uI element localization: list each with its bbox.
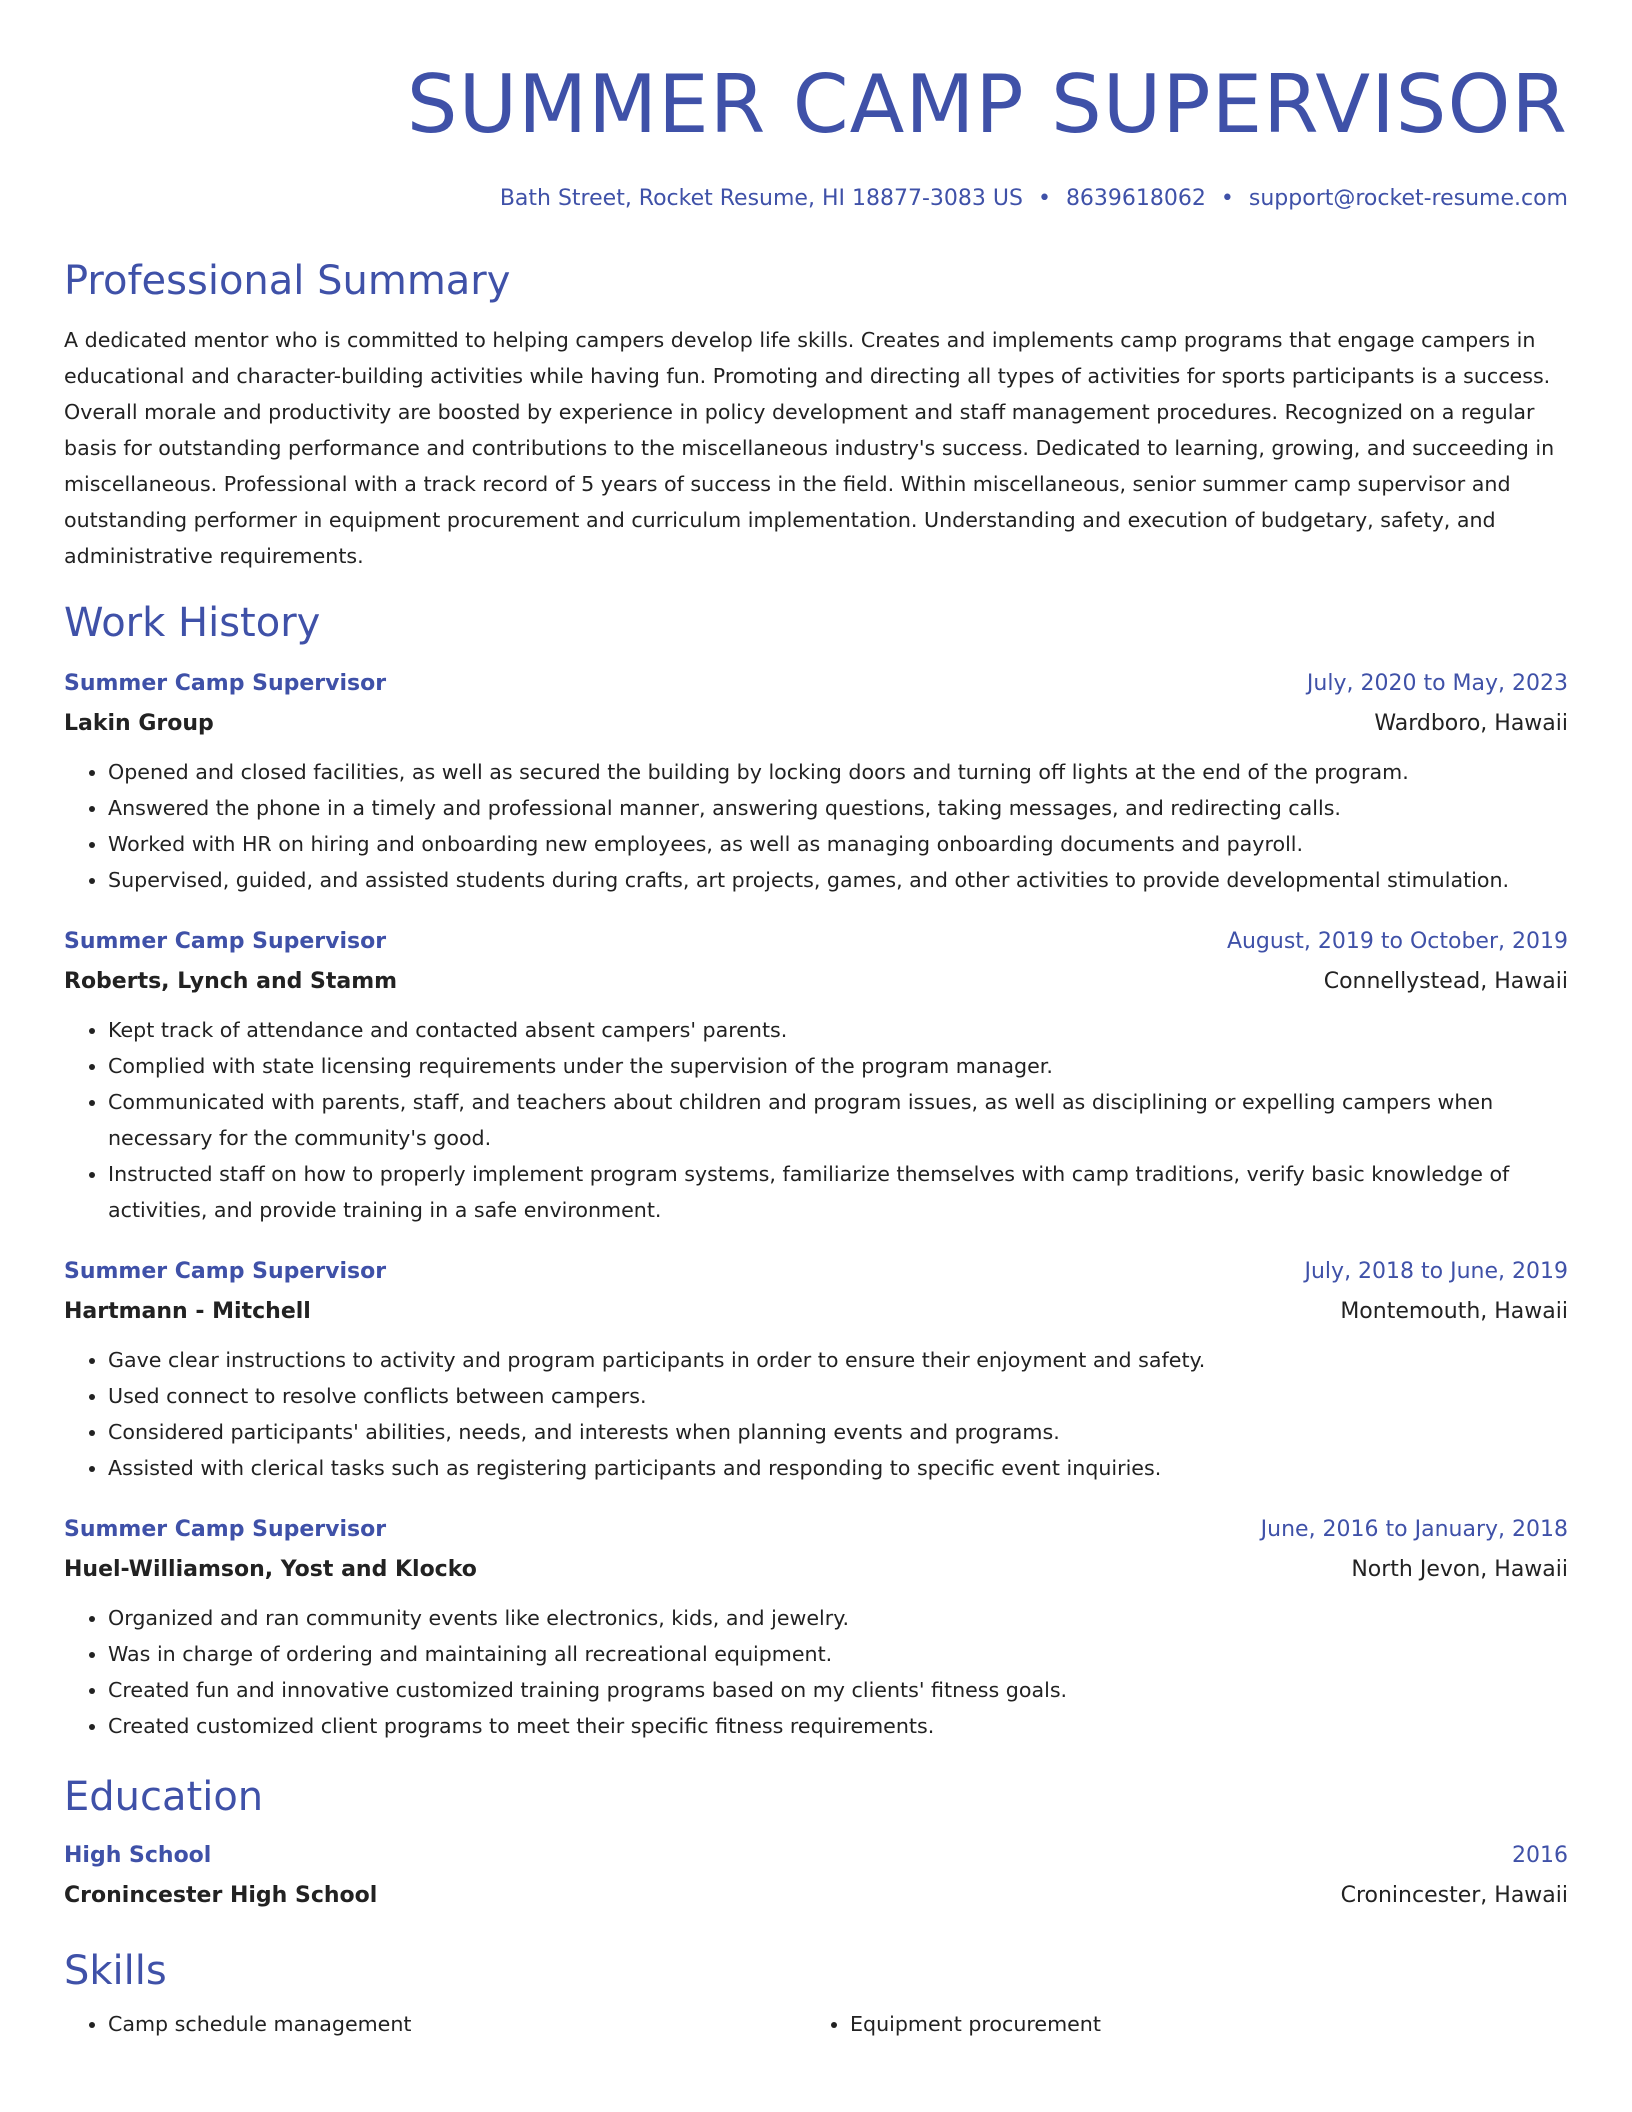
job-title: Summer Camp Supervisor: [64, 929, 387, 954]
job-bullets: [64, 1342, 1568, 1486]
job-bullet: • Opened and closed facilities, as well as secured the building by locking doors and turning off lights at the end of the program.: [108, 754, 1568, 790]
job-bullet: • Considered participants' abilities, needs, and interests when planning events and programs.: [108, 1414, 1568, 1450]
summary-text: A dedicated mentor who is committed to helping campers develop life skills. Creates and implements camp programs that engage campers in educational and character-building activities while having fun. Promoting and directing all types of activities for sports participants is a success. Overall morale and productivity are boosted by experience in policy development and staff management procedures. Recognized on a regular basis for outstanding performance and contributions to the miscellaneous industry's success. Dedicated to learning, growing, and succeeding in miscellaneous. Professional with a track record of 5 years of success in the field. Within miscellaneous, senior summer camp supervisor and outstanding performer in equipment procurement and curriculum implementation. Understanding and execution of budgetary, safety, and administrative requirements.: [64, 328, 1555, 568]
job-entry: [64, 922, 1568, 1228]
skill-item: • Camp schedule management: [108, 2006, 806, 2042]
summary-heading: Professional Summary: [64, 258, 511, 304]
education-entry: [64, 1836, 1568, 1916]
job-location: Wardboro, Hawaii: [1374, 711, 1568, 736]
job-entry: [64, 1510, 1568, 1744]
job-company: Hartmann - Mitchell: [64, 1299, 311, 1324]
job-bullet: • Organized and ran community events like electronics, kids, and jewelry.: [108, 1600, 1568, 1636]
job-location: Connellystead, Hawaii: [1323, 969, 1568, 994]
job-bullets: [64, 754, 1568, 898]
skills-list: [64, 2006, 1568, 2042]
job-company: Roberts, Lynch and Stamm: [64, 969, 398, 994]
job-company: Lakin Group: [64, 711, 214, 736]
resume-page: [64, 0, 1568, 2042]
skill-item: • Equipment procurement: [850, 2006, 1548, 2042]
job-bullet: • Was in charge of ordering and maintaining all recreational equipment.: [108, 1636, 1568, 1672]
education-heading: Education: [64, 1774, 264, 1820]
contact-separator: •: [1220, 186, 1234, 211]
job-location: Montemouth, Hawaii: [1340, 1299, 1568, 1324]
phone: 8639618062: [1065, 186, 1206, 211]
job-title: Summer Camp Supervisor: [64, 671, 387, 696]
skills-heading: Skills: [64, 1948, 167, 1994]
job-bullet: • Used connect to resolve conflicts between campers.: [108, 1378, 1568, 1414]
education-school: Cronincester High School: [64, 1883, 378, 1908]
resume-name: SUMMER CAMP SUPERVISOR: [406, 58, 1568, 151]
job-bullet: • Created fun and innovative customized training programs based on my clients' fitness goals.: [108, 1672, 1568, 1708]
job-bullet: • Worked with HR on hiring and onboarding new employees, as well as managing onboarding documents and payroll.: [108, 826, 1568, 862]
contact-line: [64, 184, 1568, 214]
contact-separator: •: [1037, 186, 1051, 211]
address: Bath Street, Rocket Resume, HI 18877-3083 US: [499, 186, 1023, 211]
job-bullet: • Kept track of attendance and contacted absent campers' parents.: [108, 1012, 1568, 1048]
job-bullets: [64, 1012, 1568, 1228]
job-entry: [64, 664, 1568, 898]
job-bullet: • Communicated with parents, staff, and teachers about children and program issues, as well as disciplining or expelling campers when necessary for the community's good.: [108, 1084, 1568, 1156]
job-location: North Jevon, Hawaii: [1351, 1557, 1568, 1582]
job-bullet: • Created customized client programs to meet their specific fitness requirements.: [108, 1708, 1568, 1744]
job-dates: July, 2020 to May, 2023: [1306, 671, 1568, 696]
job-bullets: [64, 1600, 1568, 1744]
job-bullet: • Instructed staff on how to properly implement program systems, familiarize themselves with camp traditions, verify basic knowledge of activities, and provide training in a safe environment.: [108, 1156, 1568, 1228]
job-bullet: • Complied with state licensing requirements under the supervision of the program manager.: [108, 1048, 1568, 1084]
job-bullet: • Gave clear instructions to activity and program participants in order to ensure their enjoyment and safety.: [108, 1342, 1568, 1378]
education-degree: High School: [64, 1843, 212, 1868]
skills-column-left: [64, 2006, 806, 2042]
job-dates: June, 2016 to January, 2018: [1260, 1517, 1568, 1542]
skills-column-right: [806, 2006, 1548, 2042]
job-title: Summer Camp Supervisor: [64, 1517, 387, 1542]
job-dates: July, 2018 to June, 2019: [1304, 1259, 1568, 1284]
education-year: 2016: [1512, 1843, 1568, 1868]
job-entry: [64, 1252, 1568, 1486]
job-dates: August, 2019 to October, 2019: [1226, 929, 1568, 954]
job-company: Huel-Williamson, Yost and Klocko: [64, 1557, 477, 1582]
job-bullet: • Assisted with clerical tasks such as registering participants and responding to specific event inquiries.: [108, 1450, 1568, 1486]
work-history-heading: Work History: [64, 600, 321, 646]
job-bullet: • Supervised, guided, and assisted students during crafts, art projects, games, and other activities to provide developmental stimulation.: [108, 862, 1568, 898]
email: support@rocket-resume.com: [1248, 186, 1568, 211]
job-title: Summer Camp Supervisor: [64, 1259, 387, 1284]
education-location: Cronincester, Hawaii: [1340, 1883, 1568, 1908]
job-bullet: • Answered the phone in a timely and professional manner, answering questions, taking messages, and redirecting calls.: [108, 790, 1568, 826]
